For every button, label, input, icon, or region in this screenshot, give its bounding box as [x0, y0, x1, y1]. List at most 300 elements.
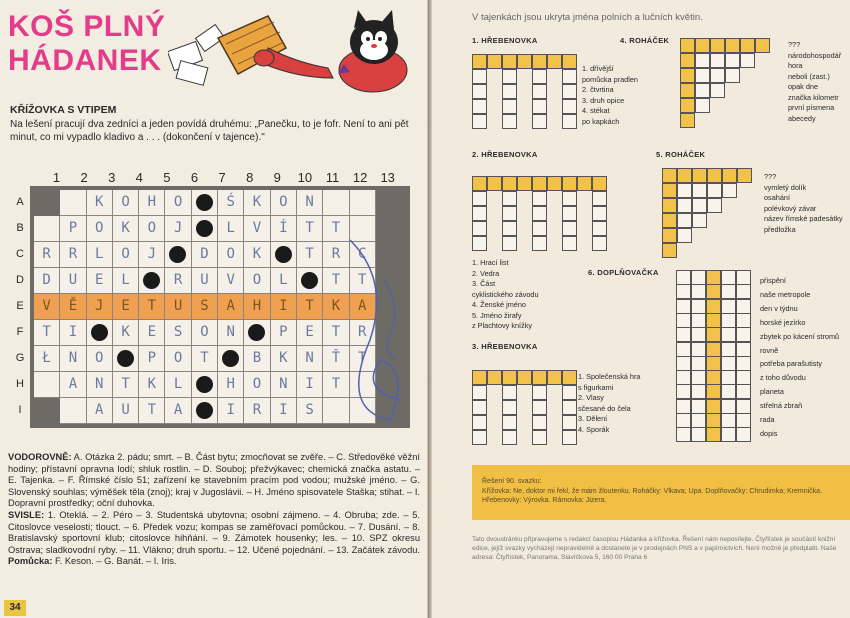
grid-cell[interactable]	[323, 190, 349, 216]
grid-cell[interactable]: J	[87, 294, 113, 320]
puzzle-cell[interactable]	[706, 427, 721, 442]
puzzle-cell[interactable]	[691, 356, 706, 371]
puzzle-cell[interactable]	[532, 370, 547, 385]
puzzle-cell[interactable]	[532, 400, 547, 415]
grid-cell[interactable]: K	[244, 242, 270, 268]
puzzle-cell[interactable]	[502, 69, 517, 84]
puzzle-cell[interactable]	[736, 313, 751, 328]
puzzle-cell[interactable]	[736, 299, 751, 314]
puzzle-cell[interactable]	[725, 38, 740, 53]
puzzle-cell[interactable]	[691, 413, 706, 428]
grid-cell[interactable]: H	[139, 190, 165, 216]
grid-cell[interactable]: K	[139, 372, 165, 398]
puzzle-cell[interactable]	[472, 236, 487, 251]
puzzle-cell[interactable]	[562, 370, 577, 385]
puzzle-cell[interactable]	[707, 183, 722, 198]
puzzle-cell[interactable]	[562, 84, 577, 99]
grid-cell[interactable]: T	[113, 372, 139, 398]
column-number: 11	[325, 170, 340, 185]
grid-cell[interactable]: N	[297, 190, 323, 216]
puzzle-cell[interactable]	[691, 313, 706, 328]
grid-cell[interactable]: V	[34, 294, 60, 320]
puzzle-cell[interactable]	[691, 342, 706, 357]
puzzle-cell[interactable]	[562, 114, 577, 129]
grid-cell[interactable]: O	[113, 242, 139, 268]
puzzle-cell[interactable]	[706, 299, 721, 314]
puzzle-cell[interactable]	[721, 299, 736, 314]
grid-cell[interactable]: B	[244, 346, 270, 372]
puzzle-cell[interactable]	[502, 191, 517, 206]
puzzle-cell[interactable]	[721, 356, 736, 371]
puzzle-cell[interactable]	[721, 327, 736, 342]
grid-cell[interactable]: T	[297, 216, 323, 242]
puzzle-cell[interactable]	[676, 270, 691, 285]
row-letter: B	[16, 222, 24, 234]
grid-cell[interactable]: K	[113, 320, 139, 346]
puzzle-cell[interactable]	[562, 69, 577, 84]
puzzle-cell[interactable]	[737, 168, 752, 183]
clue-line: abecedy	[788, 113, 816, 123]
grid-cell[interactable]: A	[350, 294, 376, 320]
puzzle-cell[interactable]	[676, 399, 691, 414]
puzzle-cell[interactable]	[691, 384, 706, 399]
puzzle-cell[interactable]	[706, 384, 721, 399]
puzzle-cell[interactable]	[736, 413, 751, 428]
grid-cell[interactable]: T	[323, 268, 349, 294]
puzzle-cell[interactable]	[707, 168, 722, 183]
grid-cell[interactable]: I	[297, 372, 323, 398]
grid-cell[interactable]: L	[113, 268, 139, 294]
grid-cell[interactable]: K	[271, 346, 297, 372]
puzzle-cell[interactable]	[532, 385, 547, 400]
grid-cell[interactable]: T	[139, 294, 165, 320]
puzzle-cell[interactable]	[502, 236, 517, 251]
grid-cell[interactable]: O	[244, 372, 270, 398]
grid-cell[interactable]: R	[165, 268, 191, 294]
puzzle-cell[interactable]	[502, 176, 517, 191]
grid-cell[interactable]: A	[60, 372, 86, 398]
grid-cell[interactable]: Í	[271, 216, 297, 242]
column-number: 13	[380, 170, 395, 185]
grid-cell[interactable]: T	[297, 242, 323, 268]
grid-cell[interactable]	[350, 216, 376, 242]
puzzle-cell[interactable]	[676, 327, 691, 342]
puzzle-cell[interactable]	[472, 400, 487, 415]
puzzle-cell[interactable]	[472, 385, 487, 400]
puzzle-cell[interactable]	[662, 213, 677, 228]
puzzle-cell[interactable]	[532, 99, 547, 114]
grid-cell[interactable]: R	[244, 398, 270, 424]
grid-cell[interactable]: I	[218, 398, 244, 424]
grid-cell[interactable]: U	[113, 398, 139, 424]
grid-cell[interactable]: D	[34, 268, 60, 294]
puzzle-cell[interactable]	[676, 356, 691, 371]
answers-text	[482, 477, 842, 506]
puzzle-cell[interactable]	[677, 228, 692, 243]
puzzle-cell[interactable]	[677, 168, 692, 183]
puzzle-cell[interactable]	[532, 415, 547, 430]
puzzle-cell[interactable]	[736, 399, 751, 414]
puzzle-cell[interactable]	[695, 53, 710, 68]
grid-cell[interactable]	[34, 216, 60, 242]
grid-cell[interactable]: E	[139, 320, 165, 346]
puzzle-cell[interactable]	[676, 313, 691, 328]
grid-cell[interactable]: A	[165, 398, 191, 424]
puzzle-cell[interactable]	[725, 53, 740, 68]
puzzle-cell[interactable]	[472, 221, 487, 236]
puzzle-cell[interactable]	[562, 400, 577, 415]
grid-cell[interactable]: O	[192, 320, 218, 346]
puzzle-cell[interactable]	[562, 415, 577, 430]
grid-cell[interactable]: Ě	[60, 294, 86, 320]
puzzle-cell[interactable]	[662, 168, 677, 183]
puzzle-cell[interactable]	[502, 385, 517, 400]
puzzle-cell[interactable]	[472, 191, 487, 206]
puzzle-cell[interactable]	[680, 98, 695, 113]
grid-cell[interactable]: N	[87, 372, 113, 398]
puzzle-cell[interactable]	[695, 38, 710, 53]
puzzle-cell[interactable]	[487, 370, 502, 385]
grid-cell[interactable]: J	[139, 242, 165, 268]
puzzle-cell[interactable]	[676, 370, 691, 385]
grid-cell[interactable]: S	[165, 320, 191, 346]
puzzle-cell[interactable]	[562, 221, 577, 236]
puzzle-cell[interactable]	[577, 176, 592, 191]
puzzle-cell[interactable]	[695, 83, 710, 98]
grid-cell[interactable]: O	[165, 190, 191, 216]
puzzle-cell[interactable]	[562, 206, 577, 221]
puzzle-cell[interactable]	[677, 183, 692, 198]
grid-cell[interactable]: N	[218, 320, 244, 346]
puzzle-cell[interactable]	[517, 176, 532, 191]
puzzle-cell[interactable]	[592, 206, 607, 221]
grid-cell[interactable]	[350, 398, 376, 424]
puzzle-cell[interactable]	[676, 427, 691, 442]
puzzle-cell[interactable]	[721, 270, 736, 285]
puzzle-cell[interactable]	[706, 313, 721, 328]
puzzle-cell[interactable]	[710, 53, 725, 68]
grid-cell[interactable]: U	[165, 294, 191, 320]
grid-cell[interactable]: H	[244, 294, 270, 320]
grid-cell[interactable]: T	[350, 346, 376, 372]
grid-cell[interactable]: Ś	[218, 190, 244, 216]
puzzle-cell[interactable]	[710, 83, 725, 98]
grid-cell[interactable]: R	[350, 320, 376, 346]
grid-cell[interactable]: T	[323, 216, 349, 242]
grid-cell[interactable]: K	[323, 294, 349, 320]
comb-puzzle-1	[472, 54, 577, 144]
puzzle-cell[interactable]	[502, 206, 517, 221]
clue-line: 1. Společenská hra	[578, 372, 641, 381]
grid-cell[interactable]: L	[271, 268, 297, 294]
puzzle-cell[interactable]	[502, 221, 517, 236]
puzzle-cell[interactable]	[502, 400, 517, 415]
clue-line: den v týdnu	[760, 303, 798, 313]
grid-cell[interactable]: K	[87, 190, 113, 216]
puzzle-cell[interactable]	[472, 415, 487, 430]
grid-cell[interactable]	[60, 190, 86, 216]
puzzle-cell[interactable]	[547, 370, 562, 385]
grid-cell[interactable]: Ł	[34, 346, 60, 372]
grid-cell[interactable]: S	[297, 398, 323, 424]
puzzle-cell[interactable]	[676, 299, 691, 314]
puzzle-cell[interactable]	[706, 399, 721, 414]
grid-cell[interactable]: R	[323, 242, 349, 268]
puzzle-cell[interactable]	[721, 413, 736, 428]
puzzle-cell[interactable]	[502, 114, 517, 129]
puzzle-cell[interactable]	[736, 284, 751, 299]
puzzle-cell[interactable]	[680, 113, 695, 128]
grid-cell[interactable]: R	[60, 242, 86, 268]
grid-cell[interactable]: C	[350, 242, 376, 268]
grid-cell[interactable]: Ť	[323, 346, 349, 372]
puzzle-cell[interactable]	[592, 191, 607, 206]
grid-cell[interactable]: U	[60, 268, 86, 294]
puzzle-cell[interactable]	[472, 99, 487, 114]
puzzle-cell[interactable]	[706, 356, 721, 371]
puzzle-cell[interactable]	[692, 168, 707, 183]
puzzle-cell[interactable]	[691, 370, 706, 385]
puzzle-cell[interactable]	[721, 284, 736, 299]
puzzle-cell[interactable]	[562, 385, 577, 400]
grid-cell[interactable]: A	[87, 398, 113, 424]
puzzle-cell[interactable]	[721, 313, 736, 328]
grid-cell[interactable]: V	[244, 216, 270, 242]
puzzle-cell[interactable]	[517, 54, 532, 69]
clue-line: 5. Jméno žirafy	[472, 310, 522, 320]
puzzle-cell[interactable]	[532, 114, 547, 129]
puzzle-cell[interactable]	[662, 198, 677, 213]
puzzle-cell[interactable]	[691, 299, 706, 314]
puzzle-cell[interactable]	[721, 427, 736, 442]
black-cell	[192, 398, 218, 424]
puzzle-cell[interactable]	[695, 68, 710, 83]
cat-with-basket-illustration	[168, 8, 418, 96]
puzzle-cell[interactable]	[706, 370, 721, 385]
grid-cell[interactable]: D	[192, 242, 218, 268]
puzzle-cell[interactable]	[562, 99, 577, 114]
puzzle-cell[interactable]	[532, 69, 547, 84]
grid-cell[interactable]: L	[165, 372, 191, 398]
grid-cell[interactable]: O	[244, 268, 270, 294]
black-cell	[113, 346, 139, 372]
puzzle-cell[interactable]	[736, 370, 751, 385]
puzzle-cell[interactable]	[722, 183, 737, 198]
puzzle-cell[interactable]	[692, 183, 707, 198]
puzzle-cell[interactable]	[740, 53, 755, 68]
grid-cell[interactable]: O	[87, 216, 113, 242]
grid-cell[interactable]: J	[165, 216, 191, 242]
puzzle-cell[interactable]	[722, 168, 737, 183]
puzzle-cell[interactable]	[592, 176, 607, 191]
grid-cell[interactable]: T	[34, 320, 60, 346]
puzzle-cell[interactable]	[562, 176, 577, 191]
puzzle-cell[interactable]	[502, 370, 517, 385]
puzzle-cell[interactable]	[721, 399, 736, 414]
puzzle-cell[interactable]	[502, 415, 517, 430]
grid-cell	[34, 398, 60, 424]
puzzle-cell[interactable]	[706, 270, 721, 285]
grid-cell[interactable]: O	[218, 242, 244, 268]
grid-cell[interactable]: T	[350, 268, 376, 294]
grid-cell[interactable]	[350, 190, 376, 216]
puzzle-cell[interactable]	[517, 370, 532, 385]
puzzle-cell[interactable]	[691, 327, 706, 342]
puzzle-cell[interactable]	[721, 370, 736, 385]
grid-cell[interactable]: N	[60, 346, 86, 372]
puzzle-cell[interactable]	[472, 430, 487, 445]
puzzle-cell[interactable]	[562, 236, 577, 251]
grid-cell[interactable]: H	[218, 372, 244, 398]
puzzle-cell[interactable]	[680, 38, 695, 53]
puzzle-cell[interactable]	[472, 84, 487, 99]
grid-cell[interactable]: O	[113, 190, 139, 216]
grid-cell[interactable]: A	[218, 294, 244, 320]
puzzle-cell[interactable]	[691, 427, 706, 442]
grid-cell[interactable]: S	[192, 294, 218, 320]
puzzle-cell[interactable]	[676, 284, 691, 299]
puzzle-cell[interactable]	[736, 342, 751, 357]
puzzle-cell[interactable]	[736, 327, 751, 342]
puzzle-cell[interactable]	[532, 84, 547, 99]
grid-cell[interactable]: V	[218, 268, 244, 294]
puzzle-cell[interactable]	[676, 384, 691, 399]
grid-cell[interactable]: R	[34, 242, 60, 268]
grid-cell[interactable]: O	[87, 346, 113, 372]
puzzle-cell[interactable]	[472, 54, 487, 69]
grid-cell[interactable]	[60, 398, 86, 424]
puzzle-cell[interactable]	[677, 213, 692, 228]
puzzle-cell[interactable]	[562, 430, 577, 445]
puzzle-cell[interactable]	[706, 327, 721, 342]
puzzle-cell[interactable]	[472, 69, 487, 84]
puzzle-cell[interactable]	[691, 284, 706, 299]
grid-cell[interactable]: P	[271, 320, 297, 346]
grid-cell[interactable]: I	[271, 294, 297, 320]
puzzle-cell[interactable]	[706, 413, 721, 428]
grid-cell[interactable]: P	[60, 216, 86, 242]
puzzle-cell[interactable]	[502, 54, 517, 69]
puzzle-cell[interactable]	[691, 270, 706, 285]
puzzle-cell[interactable]	[755, 38, 770, 53]
grid-cell[interactable]: N	[271, 372, 297, 398]
puzzle-cell[interactable]	[706, 284, 721, 299]
column-number: 1	[52, 170, 61, 185]
grid-cell[interactable]: T	[323, 320, 349, 346]
puzzle-cell[interactable]	[532, 54, 547, 69]
grid-cell[interactable]	[34, 372, 60, 398]
puzzle-cell[interactable]	[721, 384, 736, 399]
puzzle-cell[interactable]	[740, 38, 755, 53]
puzzle-cell[interactable]	[680, 68, 695, 83]
puzzle-cell[interactable]	[487, 176, 502, 191]
puzzle-cell[interactable]	[676, 342, 691, 357]
puzzle-cell[interactable]	[695, 98, 710, 113]
grid-cell[interactable]: O	[139, 216, 165, 242]
puzzle-cell[interactable]	[691, 399, 706, 414]
grid-cell[interactable]: T	[192, 346, 218, 372]
puzzle-cell[interactable]	[472, 114, 487, 129]
puzzle-cell[interactable]	[706, 342, 721, 357]
grid-cell[interactable]: E	[113, 294, 139, 320]
grid-cell[interactable]: E	[87, 268, 113, 294]
grid-cell[interactable]: P	[139, 346, 165, 372]
puzzle-cell[interactable]	[487, 54, 502, 69]
puzzle-cell[interactable]	[710, 68, 725, 83]
black-cell	[244, 320, 270, 346]
grid-cell[interactable]: U	[192, 268, 218, 294]
puzzle-cell[interactable]	[562, 54, 577, 69]
grid-cell[interactable]: T	[297, 294, 323, 320]
row-letter: F	[16, 326, 24, 338]
grid-cell[interactable]: T	[323, 372, 349, 398]
puzzle-cell[interactable]	[725, 68, 740, 83]
puzzle-cell[interactable]	[532, 206, 547, 221]
puzzle-cell[interactable]	[472, 370, 487, 385]
puzzle-cell[interactable]	[692, 213, 707, 228]
puzzle-cell[interactable]	[547, 54, 562, 69]
grid-cell[interactable]: K	[244, 190, 270, 216]
puzzle-cell[interactable]	[502, 430, 517, 445]
puzzle-cell[interactable]	[721, 342, 736, 357]
puzzle-cell[interactable]	[592, 236, 607, 251]
puzzle-cell[interactable]	[472, 206, 487, 221]
puzzle-cell[interactable]	[532, 191, 547, 206]
puzzle-cell[interactable]	[710, 38, 725, 53]
puzzle-cell[interactable]	[662, 228, 677, 243]
grid-cell[interactable]: I	[271, 398, 297, 424]
puzzle-cell[interactable]	[532, 221, 547, 236]
hint-text: F. Keson. – G. Banát. – I. Iris.	[55, 556, 177, 567]
puzzle-cell[interactable]	[532, 176, 547, 191]
puzzle-cell[interactable]	[532, 430, 547, 445]
row-letter: C	[16, 248, 24, 260]
grid-cell[interactable]: N	[297, 346, 323, 372]
puzzle-cell[interactable]	[736, 356, 751, 371]
puzzle-cell[interactable]	[562, 191, 577, 206]
puzzle-cell[interactable]	[680, 53, 695, 68]
grid-cell[interactable]: O	[271, 190, 297, 216]
puzzle-cell[interactable]	[547, 176, 562, 191]
comb-puzzle-3-title: 3. HŘEBENOVKA	[472, 342, 538, 351]
grid-cell[interactable]	[323, 398, 349, 424]
puzzle-cell[interactable]	[502, 99, 517, 114]
puzzle-cell[interactable]	[532, 236, 547, 251]
puzzle-cell[interactable]	[502, 84, 517, 99]
puzzle-cell[interactable]	[692, 198, 707, 213]
grid-cell[interactable]	[350, 372, 376, 398]
grid-cell[interactable]: L	[218, 216, 244, 242]
grid-cell[interactable]: O	[165, 346, 191, 372]
puzzle-cell[interactable]	[662, 183, 677, 198]
puzzle-cell[interactable]	[736, 270, 751, 285]
puzzle-cell[interactable]	[472, 176, 487, 191]
puzzle-cell[interactable]	[680, 83, 695, 98]
grid-cell[interactable]: T	[139, 398, 165, 424]
puzzle-cell[interactable]	[736, 384, 751, 399]
grid-cell[interactable]: E	[297, 320, 323, 346]
puzzle-cell[interactable]	[676, 413, 691, 428]
puzzle-cell[interactable]	[677, 198, 692, 213]
clue-line: 2. čtvrtina	[582, 85, 614, 94]
puzzle-cell[interactable]	[707, 198, 722, 213]
grid-cell[interactable]: L	[87, 242, 113, 268]
puzzle-cell[interactable]	[662, 243, 677, 258]
puzzle-cell[interactable]	[736, 427, 751, 442]
grid-cell[interactable]: I	[60, 320, 86, 346]
puzzle-cell[interactable]	[592, 221, 607, 236]
grid-cell[interactable]: K	[113, 216, 139, 242]
